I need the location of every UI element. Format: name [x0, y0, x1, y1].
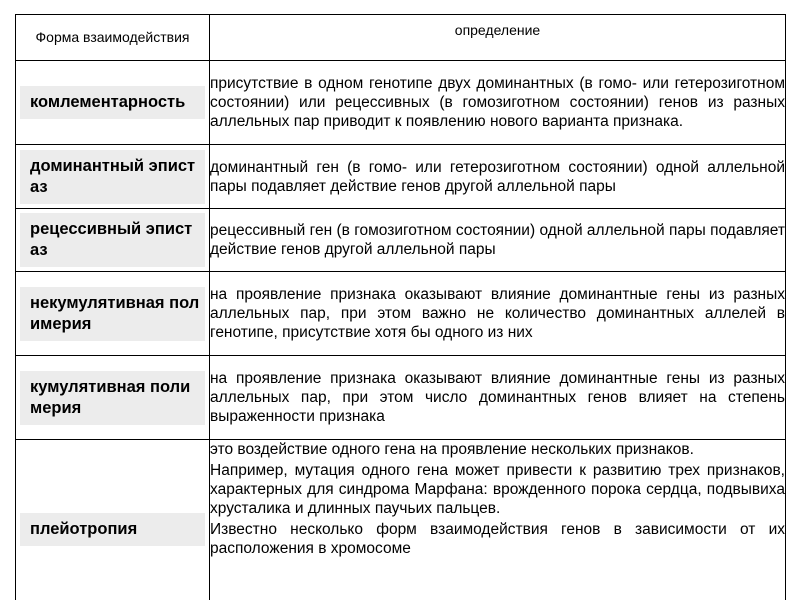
- definition-cell: [210, 209, 786, 272]
- form-name: некумулятивная полимерия: [20, 287, 205, 341]
- definition-text: присутствие в одном генотипе двух доминантных (в гомо- или гетерозиготном состоянии) или рецессивных (в гомозиготном состоянии) генов из разных аллельных пар приводит к появлению нового варианта признака.: [210, 75, 785, 130]
- form-cell: [16, 272, 210, 356]
- definition-paragraph: Известно несколько форм взаимодействия генов в зависимости от их расположения в хромосоме: [210, 521, 785, 557]
- form-cell: [16, 356, 210, 440]
- form-name: комлементарность: [20, 86, 205, 119]
- definition-text: [210, 440, 785, 558]
- definition-paragraph: Например, мутация одного гена может привести к развитию трех признаков, характерных для синдрома Марфана: врожденного порока сердца, подвывиха хрусталика и длинных паучьих пальцев.: [210, 462, 785, 517]
- table-row: [16, 61, 786, 145]
- form-name: кумулятивная полимерия: [20, 371, 205, 425]
- table-row: [16, 272, 786, 356]
- gene-interaction-table: [15, 14, 786, 600]
- form-name: рецессивный эпистаз: [20, 213, 205, 267]
- form-name: плейотропия: [20, 513, 205, 546]
- definition-text: на проявление признака оказывают влияние доминантные гены из разных аллельных пар, при этом число доминантных генов влияет на степень выраженности признака: [210, 370, 785, 425]
- header-definition: определение: [210, 15, 786, 61]
- table-row: [16, 356, 786, 440]
- header-row: [16, 15, 786, 61]
- definition-cell: [210, 272, 786, 356]
- form-cell: [16, 61, 210, 145]
- definition-paragraph: это воздействие одного гена на проявление нескольких признаков.: [210, 441, 694, 458]
- definition-text: доминантный ген (в гомо- или гетерозиготном состоянии) одной аллельной пары подавляет действие генов другой аллельной пары: [210, 158, 785, 195]
- definition-cell: [210, 145, 786, 209]
- form-cell: [16, 145, 210, 209]
- table-row: [16, 209, 786, 272]
- header-form: Форма взаимодействия: [16, 15, 210, 61]
- definition-cell: [210, 356, 786, 440]
- definition-text: рецессивный ген (в гомозиготном состоянии) одной аллельной пары подавляет действие генов другой аллельной пары: [210, 222, 785, 258]
- table-row: [16, 440, 786, 600]
- definition-cell: [210, 440, 786, 600]
- form-cell: [16, 440, 210, 600]
- definition-text: на проявление признака оказывают влияние доминантные гены из разных аллельных пар, при этом важно не количество доминантных аллелей в генотипе, присутствие хотя бы одного из них: [210, 286, 785, 341]
- definition-cell: [210, 61, 786, 145]
- form-cell: [16, 209, 210, 272]
- table-row: [16, 145, 786, 209]
- form-name: доминантный эпистаз: [20, 150, 205, 204]
